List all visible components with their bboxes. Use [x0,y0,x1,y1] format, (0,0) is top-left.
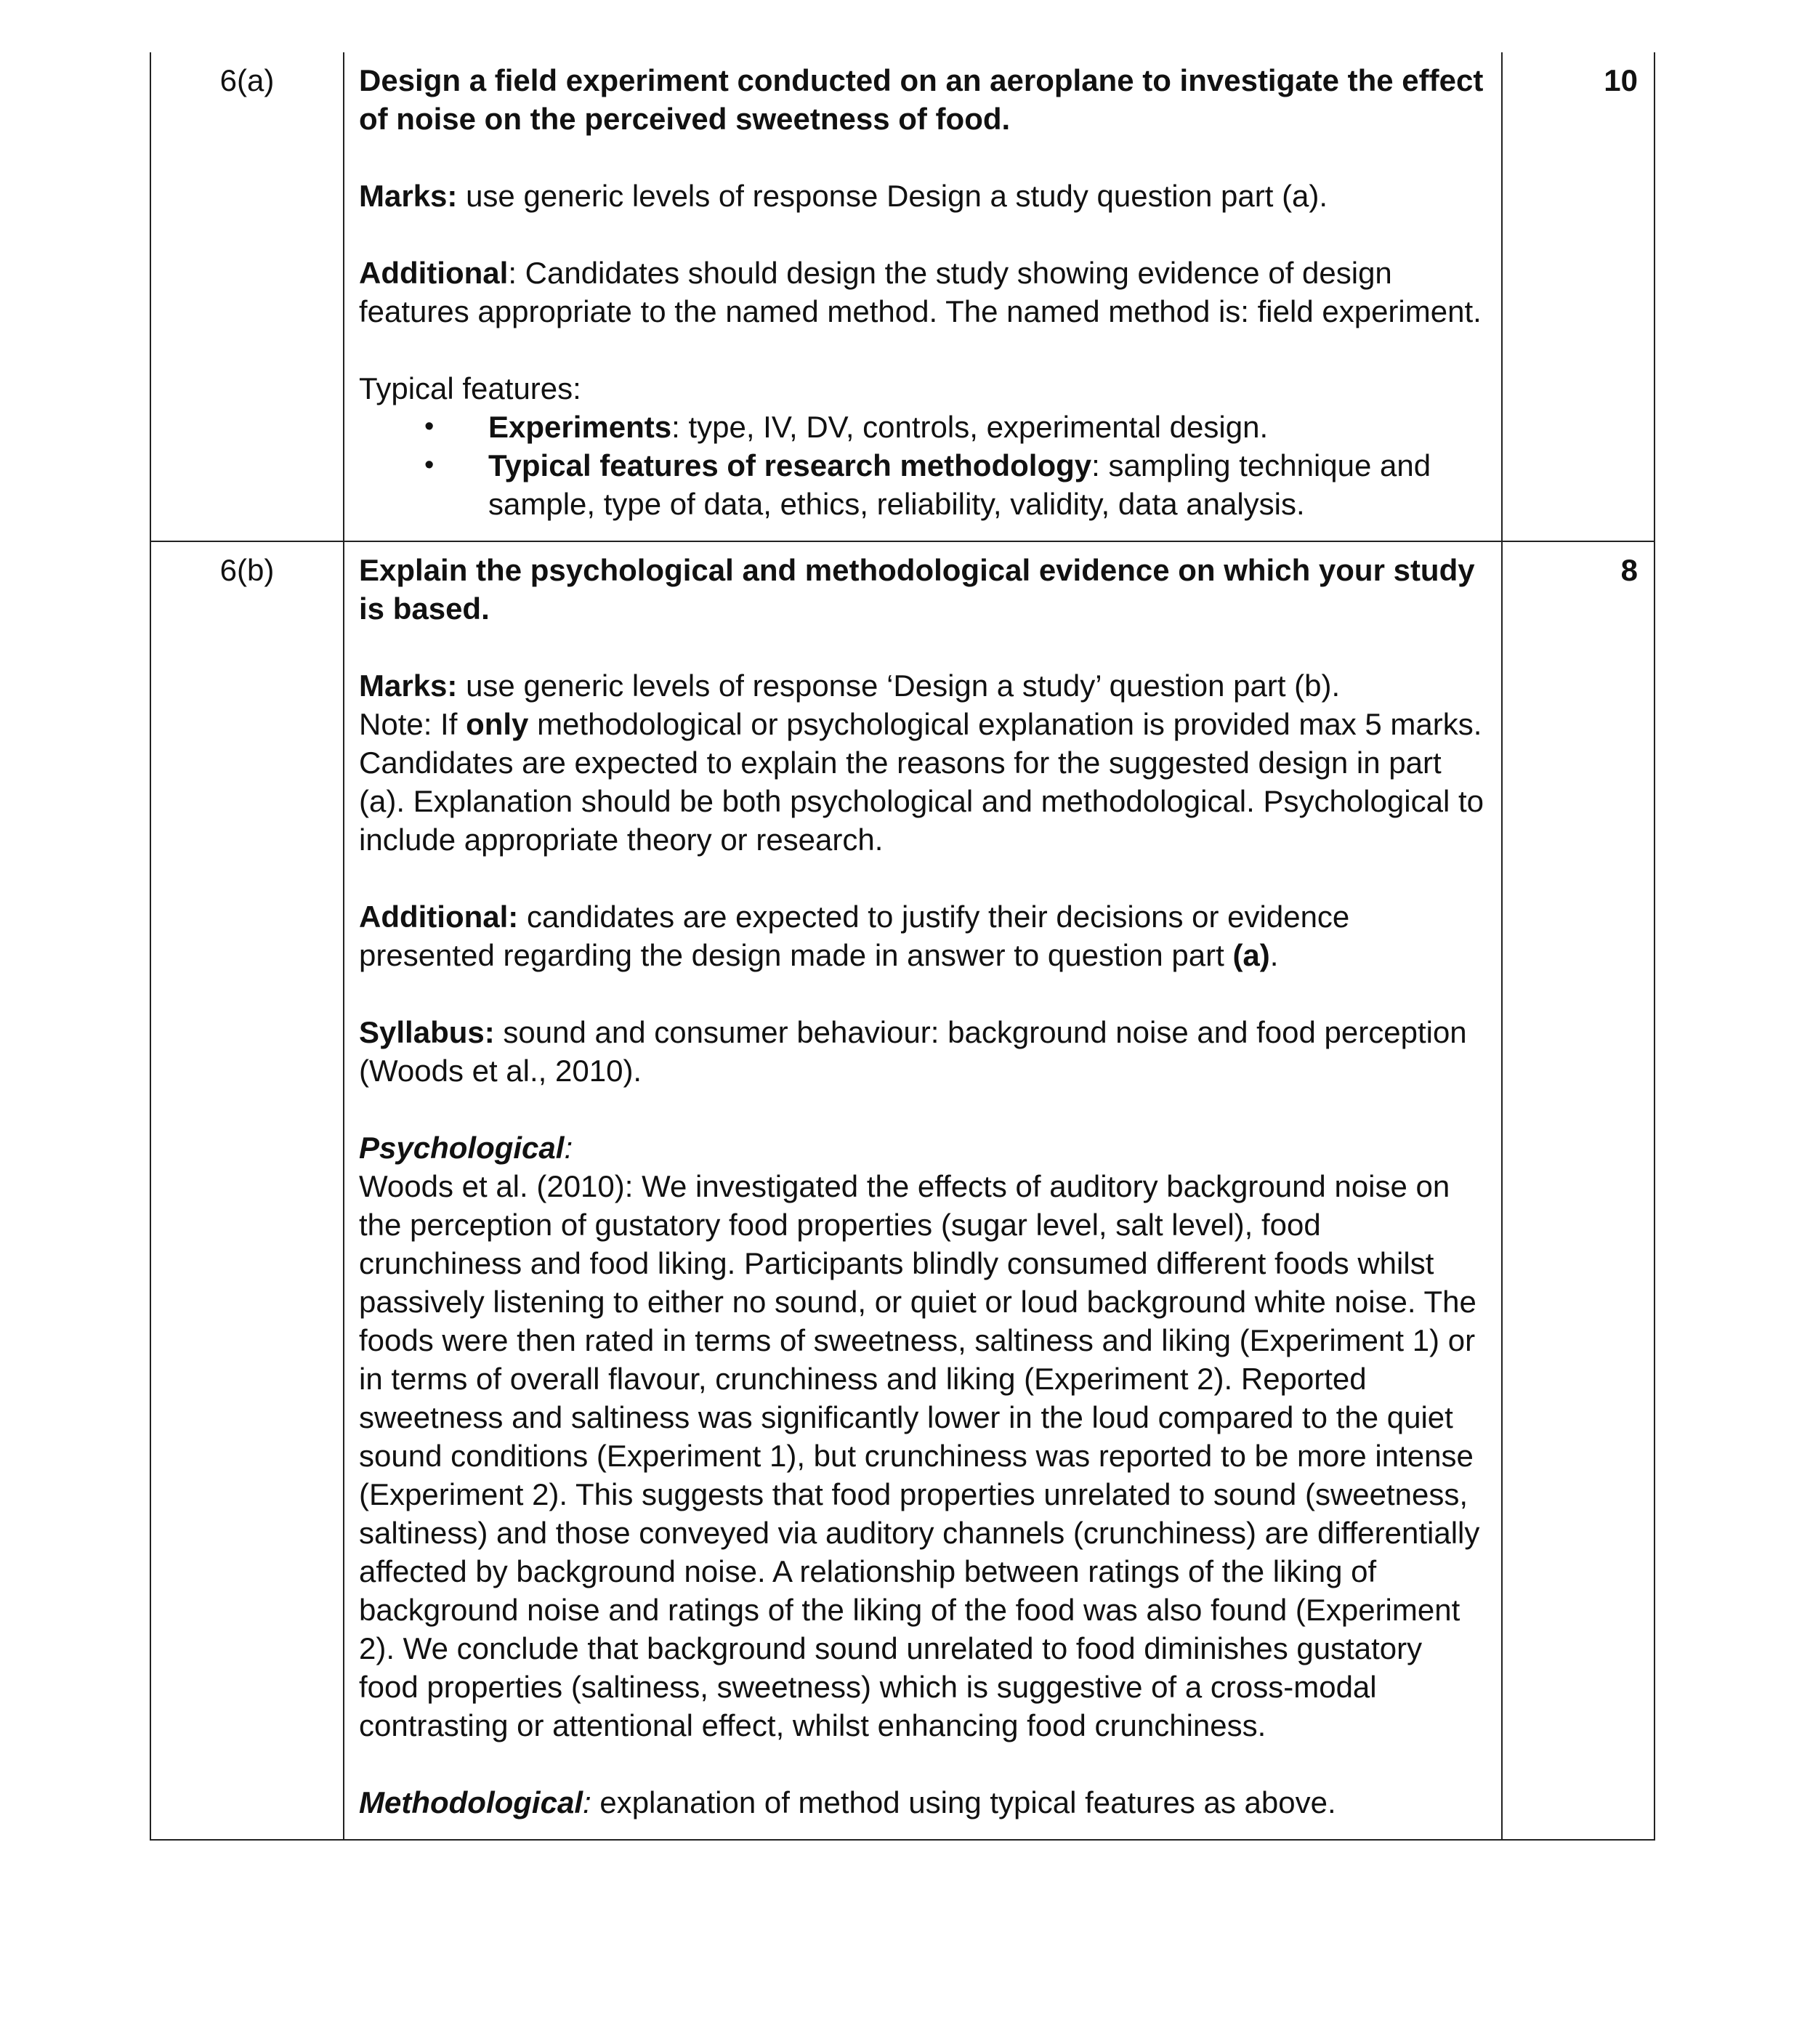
marks-value: 8 [1502,541,1654,1840]
bullet-icon: • [424,450,435,480]
feature-text: : type, IV, DV, controls, experimental design. [671,410,1269,444]
marks-guidance [359,666,1490,705]
list-item [424,446,1490,523]
additional-label: Additional: [359,900,519,934]
question-text: Design a field experiment conducted on an aeroplane to investigate the effect of noise on the perceived sweetness of food. [359,63,1484,136]
additional-label: Additional [359,256,509,290]
feature-label: Experiments [488,410,672,444]
note-text: Note: If only methodological or psychological explanation is provided max 5 marks. [359,707,1482,741]
additional-text: candidates are expected to justify their decisions or evidence presented regarding the design made in answer to question part [359,900,1350,972]
question-text: Explain the psychological and methodological evidence on which your study is based. [359,553,1475,626]
marks-text: use generic levels of response ‘Design a study’ question part (b). [457,668,1341,703]
typical-features-heading: Typical features: [359,371,581,405]
psychological-heading: Psychological: [359,1131,573,1165]
bullet-icon: • [424,411,435,442]
marks-text: use generic levels of response Design a study question part (a). [457,179,1328,213]
question-row-6b [150,541,1654,1840]
methodological-label: Methodological [359,1785,583,1819]
feature-label: Typical features of research methodology [488,448,1092,482]
mark-scheme-table [150,52,1655,1841]
marks-label: Marks: [359,668,458,703]
question-row-6a [150,52,1654,541]
question-number: 6(b) [150,541,344,1840]
additional-guidance: Additional: candidates are expected to justify their decisions or evidence presented regarding the design made in answer to question part (a). [359,900,1350,972]
typical-features-list [359,408,1490,523]
feature-text: : sampling technique and sample, type of data, ethics, reliability, validity, data analysis. [488,448,1431,521]
methodological-evidence: Methodological: explanation of method using typical features as above. [359,1785,1336,1819]
additional-guidance [359,254,1490,331]
answer-cell [344,52,1502,541]
marks-guidance [359,177,1490,215]
list-item [424,408,1490,446]
syllabus-text: sound and consumer behaviour: background noise and food perception (Woods et al., 2010). [359,1015,1467,1088]
psychological-evidence: Woods et al. (2010): We investigated the effects of auditory background noise on the perception of gustatory food properties (sugar level, salt level), food crunchiness and food liking. Participants blindly consumed different foods whilst passively listening to either no sound, or quiet or loud background white noise. The foods were then rated in terms of sweetness, saltiness and liking (Experiment 1) or in terms of overall flavour, crunchiness and liking (Experiment 2). Reported sweetness and saltiness was significantly lower in the loud compared to the quiet sound conditions (Experiment 1), but crunchiness was reported to be more intense (Experiment 2). This suggests that food properties unrelated to sound (sweetness, saltiness) and those conveyed via auditory channels (crunchiness) are differentially affected by background noise. A relationship between ratings of the liking of background noise and ratings of the liking of the food was also found (Experiment 2). We conclude that background sound unrelated to food diminishes gustatory food properties (saltiness, sweetness) which is suggestive of a cross-modal contrasting or attentional effect, whilst enhancing food crunchiness. [359,1169,1480,1742]
marks-value: 10 [1502,52,1654,541]
note-emphasis: only [466,707,529,741]
expectation-text: Candidates are expected to explain the reasons for the suggested design in part (a). Explanation should be both psychological and methodological. Psychological to include appropriate theory or research. [359,746,1484,857]
answer-cell [344,541,1502,1840]
additional-text: : Candidates should design the study showing evidence of design features appropriate to the named method. The named method is: field experiment. [359,256,1482,328]
syllabus-reference [359,1013,1490,1090]
psychological-label: Psychological [359,1131,565,1165]
question-number: 6(a) [150,52,344,541]
syllabus-label: Syllabus: [359,1015,495,1049]
marks-label: Marks: [359,179,458,213]
